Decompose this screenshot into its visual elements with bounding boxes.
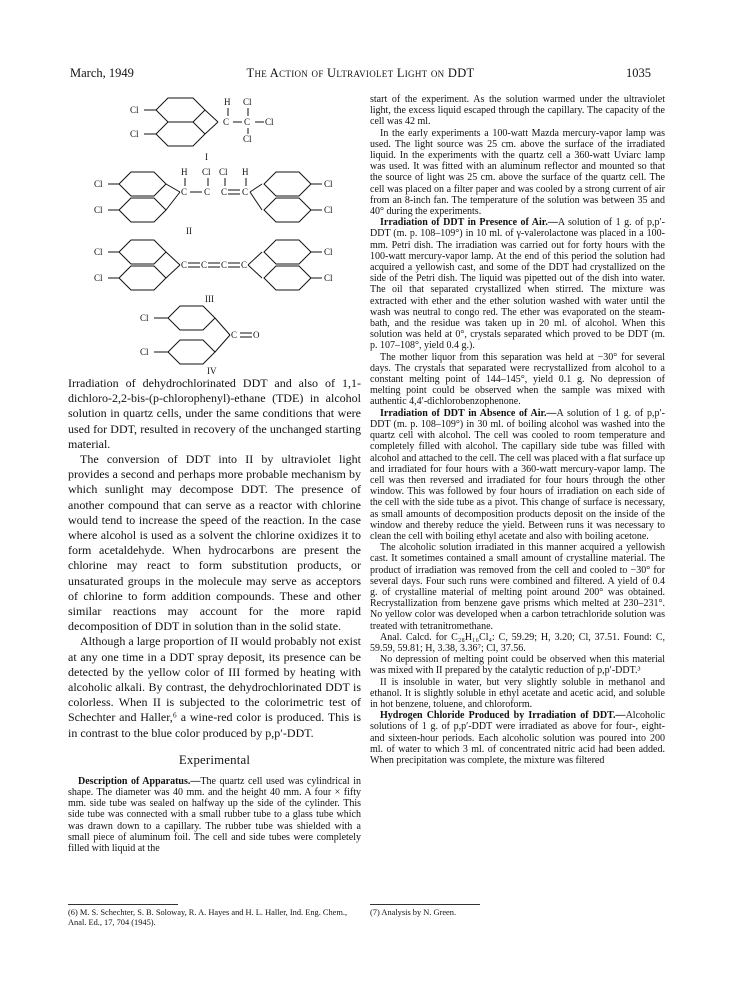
paragraph: Irradiation of dehydrochlorinated DDT and also of 1,1-dichloro-2,2-bis-(p-chlorophenyl)-ethane (TDE) in alcohol solution in quartz cells, under the same conditions that were used for DDT, resulted in recovery of the unchanged starting material. bbox=[68, 376, 361, 451]
paragraph-absence-of-air bbox=[370, 408, 665, 542]
atom-h: H bbox=[181, 167, 188, 177]
atom-c: C bbox=[221, 187, 228, 197]
structure-drawings bbox=[68, 94, 361, 376]
atom-h: H bbox=[242, 167, 249, 177]
footnote-divider bbox=[370, 904, 480, 905]
atom-cl: Cl bbox=[94, 205, 103, 215]
right-column bbox=[370, 94, 665, 894]
running-header bbox=[70, 66, 651, 84]
paragraph-body: Alcoholic solutions of 1 g. of p,p′-DDT were irradiated as above for four-, eight- and sixteen-hour periods. Each alcoholic solution was poured into 200 ml. of water to which 3 ml. of concentrated nitric acid had been added. When precipitation was complete, the mixture was filtered bbox=[370, 710, 665, 766]
paragraph: In the early experiments a 100-watt Mazda mercury-vapor lamp was used. The light source was 25 cm. above the surface of the irradiated liquid. In the experiments with the quartz cell a 360-watt Uviarc lamp was used. It was fitted with an aluminum reflector and mounted so that the source of light was 25 cm. above the surface of the quartz cell. The cell was placed on a filter paper and was cooled by a strong current of air from an 8-inch fan. The temperature of the solution was between 35 and 40° during the experiments. bbox=[370, 127, 665, 218]
paragraph: start of the experiment. As the solution warmed under the ultraviolet light, the excess liquid escaped through the capillary. The capacity of the cell was 42 ml. bbox=[370, 94, 665, 128]
left-column bbox=[68, 94, 361, 894]
atom-c: C bbox=[223, 117, 230, 127]
atom-o: O bbox=[253, 330, 260, 340]
atom-cl: Cl bbox=[324, 247, 333, 257]
atom-cl: Cl bbox=[324, 273, 333, 283]
atom-c: C bbox=[181, 260, 188, 270]
atom-c: C bbox=[231, 330, 238, 340]
atom-cl: Cl bbox=[202, 167, 211, 177]
atom-cl: Cl bbox=[265, 117, 274, 127]
paragraph: Although a large proportion of II would probably not exist at any one time in a DDT spray deposit, its presence can be detected by the yellow color of III formed by heating with alcoholic alkali. By contrast, the dehydrochlorinated DDT is colorless. When II is subjected to the colorimetric test of Schechter and Haller,⁶ a wine-red color is produced. This is in contrast to the blue color produced by p,p′-DDT. bbox=[68, 634, 361, 740]
atom-cl: Cl bbox=[243, 134, 252, 144]
paragraph-apparatus bbox=[68, 776, 361, 854]
paragraph-hydrogen-chloride bbox=[370, 710, 665, 766]
atom-c: C bbox=[221, 260, 228, 270]
atom-c: C bbox=[204, 187, 211, 197]
footnote-6: (6) M. S. Schechter, S. B. Soloway, R. A. Hayes and H. L. Haller, Ind. Eng. Chem., Anal. Ed., 17, 704 (1945). bbox=[68, 908, 348, 927]
footnote-divider bbox=[68, 904, 178, 905]
paragraph: The mother liquor from this separation was held at −30° for several days. The crystals that separated were recrystallized from alcohol to a constant melting point of 144–145°, yield 0.1 g. No depression of melting point could be observed when the sample was mixed with authentic 4,4′-dichlorobenzophenone. bbox=[370, 351, 665, 408]
atom-cl: Cl bbox=[324, 205, 333, 215]
atom-cl: Cl bbox=[94, 247, 103, 257]
atom-cl: Cl bbox=[243, 97, 252, 107]
atom-c: C bbox=[181, 187, 188, 197]
paragraph-run-in-head: Irradiation of DDT in Absence of Air.— bbox=[380, 407, 557, 419]
atom-cl: Cl bbox=[324, 179, 333, 189]
right-footnotes bbox=[370, 908, 665, 928]
paragraph-run-in-head: Hydrogen Chloride Produced by Irradiation of DDT.— bbox=[380, 710, 626, 722]
footnote-7: (7) Analysis by N. Green. bbox=[370, 908, 457, 917]
atom-cl: Cl bbox=[94, 179, 103, 189]
paragraph: No depression of melting point could be observed when this material was mixed with II prepared by the catalytic reduction of p,p′-DDT.³ bbox=[370, 654, 665, 677]
atom-h: H bbox=[224, 97, 231, 107]
paragraph-run-in-head: Irradiation of DDT in Presence of Air.— bbox=[380, 217, 558, 229]
atom-c: C bbox=[242, 187, 249, 197]
atom-cl: Cl bbox=[140, 347, 149, 357]
atom-cl: Cl bbox=[94, 273, 103, 283]
structure-label-1: I bbox=[205, 152, 208, 162]
paragraph: II is insoluble in water, but very slightly soluble in methanol and ethanol. It is slightly soluble in ethyl acetate and acetic acid, and soluble in hot benzene, toluene, and chloroform. bbox=[370, 676, 665, 710]
atom-c: C bbox=[201, 260, 208, 270]
paragraph: The conversion of DDT into II by ultraviolet light provides a second and perhaps more probable mechanism by which sunlight may decompose DDT. The presence of another compound that can serve as a reactor with chlorine would tend to increase the speed of the reaction. In the case where alcohol is used as a solvent the chlorine oxidizes it to form acetaldehyde. When hydrocarbons are present the chlorine may react to form substitution products, or unsaturated groups in the molecule may serve as acceptors of chlorine to form addition compounds. These and other similar reactions may account for the more rapid decomposition of DDT in solution than in the solid state. bbox=[68, 452, 361, 634]
chemical-structures bbox=[68, 94, 361, 376]
paragraph-body: A solution of 1 g. of p,p′-DDT (m. p. 108–109°) in 10 ml. of γ-valerolactone was placed in a 100-mm. Petri dish. The irradiation was carried out for forty hours with the 100-watt mercury-vapor lamp. At the end of this period the solution had acquired a yellowish cast, and some of the DDT had crystallized on the side of the Petri dish. The liquid was pipetted out of the dish into water. The oil that separated crystallized when stirred. The mixture was extracted with ether and the ether solution washed with water until the wash was neutral to congo red. The ether was evaporated on the steam-bath, and the residue was taken up in 20 ml. of alcohol. When this solution was held at 0°, crystals separated which proved to be DDT (m. p. 107–108°, yield 0.4 g.). bbox=[370, 217, 665, 352]
atom-cl: Cl bbox=[130, 129, 139, 139]
structure-label-2: II bbox=[186, 226, 192, 236]
header-title: The Action of Ultraviolet Light on DDT bbox=[246, 66, 475, 80]
atom-cl: Cl bbox=[140, 313, 149, 323]
paragraph-body: A solution of 1 g. of p,p′-DDT (m. p. 108–109°) in 30 ml. of boiling alcohol was washed into the quartz cell with alcohol. The cell was cooled to room temperature and completely filled with alcohol. The capillary side tube was filled with alcohol and attached to the cell. The cell was placed with a flat surface up and irradiated for four hours with a 360-watt mercury-vapor lamp. The cell was then reversed and irradiated for four hours through the other window. This was followed by four hours of irradiation on each side of the cell with the side tube as a pivot. This change of surface is necessary, as small amounts of decomposition products deposit on the inside of the window and thereby reduce the yield. Between runs it was necessary to clean the cell with boiling ethyl acetate and also with boiling acetone. bbox=[370, 407, 665, 542]
header-page-number: 1035 bbox=[626, 66, 651, 80]
atom-c: C bbox=[241, 260, 248, 270]
paragraph-run-in-head: Description of Apparatus.— bbox=[78, 775, 201, 787]
header-date: March, 1949 bbox=[70, 66, 134, 80]
atom-cl: Cl bbox=[219, 167, 228, 177]
atom-c: C bbox=[244, 117, 251, 127]
structure-label-3: III bbox=[205, 294, 214, 304]
paragraph-body: The quartz cell used was cylindrical in shape. The diameter was 40 mm. and the height 40 mm. A four × fifty mm. side tube was sealed on halfway up the side of the cylinder. This side tube was connected with a small rubber tube to a glass tube which was drawn down to a capillary. The rubber tube was shielded with a small piece of aluminum foil. The cell and side tubes were completely filled with liquid at the bbox=[68, 775, 361, 855]
paragraph-analysis: Anal. Calcd. for C₂₈H₁₆Cl₄: C, 59.29; H, 3.20; Cl, 37.51. Found: C, 59.59, 59.81; H, 3.38, 3.36⁷; Cl, 37.56. bbox=[370, 631, 665, 654]
left-footnotes bbox=[68, 908, 361, 942]
atom-cl: Cl bbox=[130, 105, 139, 115]
paragraph-presence-of-air bbox=[370, 217, 665, 351]
section-heading-experimental: Experimental bbox=[178, 752, 251, 767]
paragraph: The alcoholic solution irradiated in this manner acquired a yellowish cast. It sometimes contained a small amount of crystalline material. The product of irradiation was removed from the cell and cooled to −30° for several days. Four such runs were combined and filtered. A yield of 0.4 g. of crystalline material of melting point around 200° was obtained. Recrystallization from benzene gave prisms which melted at 230–231°. No yellow color was developed when a carbon tetrachloride solution was treated with tetranitromethane. bbox=[370, 542, 665, 632]
structure-label-4: IV bbox=[207, 366, 217, 376]
